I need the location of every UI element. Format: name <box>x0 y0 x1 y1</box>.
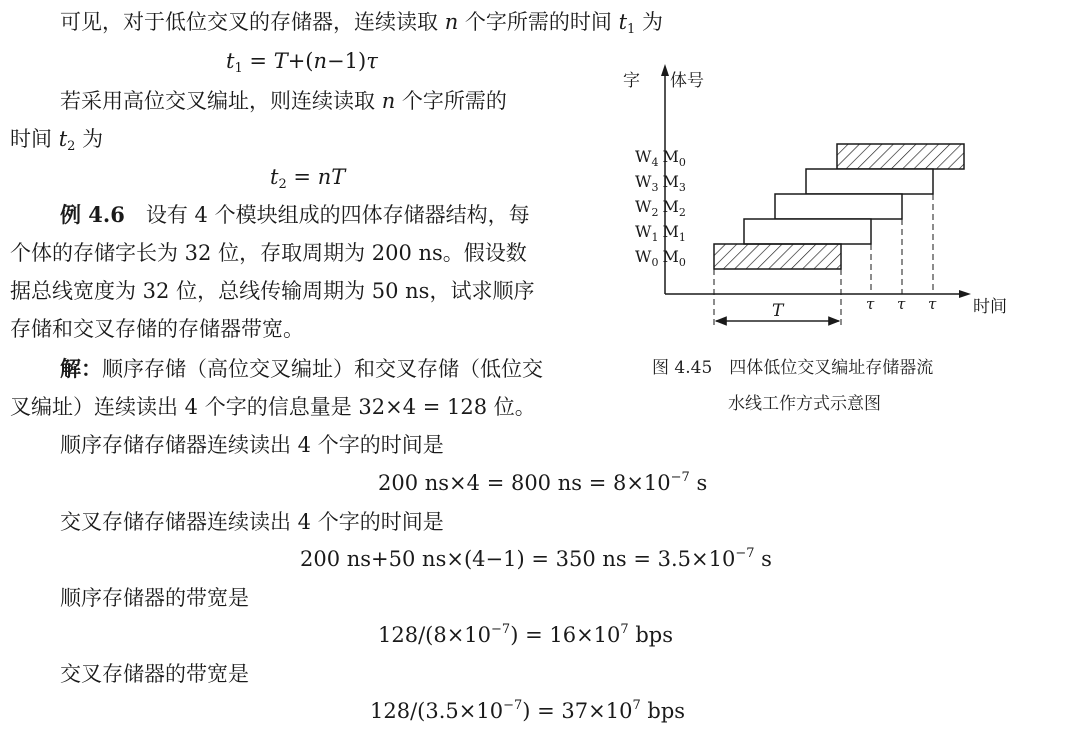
subscript: 2 <box>67 139 76 154</box>
bar-w4-m0 <box>837 144 964 169</box>
solution-line6: 交叉存储器的带宽是 <box>60 662 249 686</box>
y-axis-label-module: 体号 <box>670 71 704 91</box>
subscript: 1 <box>627 22 636 37</box>
row-labels <box>635 147 686 269</box>
tau-label-1: τ <box>866 295 875 313</box>
equation-sequential-time <box>378 469 707 497</box>
bar-w3-m3 <box>806 169 933 194</box>
example-line1 <box>60 201 530 229</box>
variable-n: n <box>444 10 459 34</box>
example-line4: 存储和交叉存储的存储器带宽。 <box>10 317 304 341</box>
example-line3: 据总线宽度为 32 位，总线传输周期为 50 ns，试求顺序 <box>10 279 535 303</box>
variable-t: t <box>618 10 628 34</box>
text-run: ) = 16×10 <box>510 623 621 647</box>
example-line2: 个体的存储字长为 32 位，存取周期为 200 ns。假设数 <box>10 241 527 265</box>
text-run: 若采用高位交叉编址，则连续读取 <box>60 89 382 113</box>
text-run: −1) <box>327 49 367 73</box>
row-label-w0: $W_0$ $M_0$ <box>635 247 686 269</box>
exponent: 7 <box>620 622 629 637</box>
text-run: 时间 <box>10 127 59 151</box>
text-run: bps <box>628 623 674 647</box>
paragraph-high-interleave-line1 <box>60 87 507 115</box>
exponent: −7 <box>491 622 511 637</box>
text-run: 200 ns×4 = 800 ns = 8×10 <box>378 471 671 495</box>
variable-n: n <box>313 49 328 73</box>
variable-T: T <box>273 49 288 73</box>
exponent: 7 <box>632 698 641 713</box>
exponent: −7 <box>735 546 755 561</box>
equation-interleaved-time <box>300 545 772 573</box>
y-axis-label-word: 字 <box>623 71 640 91</box>
variable-tau: τ <box>366 49 378 73</box>
text-run: 为 <box>75 127 104 151</box>
row-label-w3: $W_3$ $M_3$ <box>635 172 686 194</box>
exponent: −7 <box>503 698 523 713</box>
text-run: 个字所需的 <box>395 89 507 113</box>
text-run: 可见，对于低位交叉的存储器，连续读取 <box>60 10 445 34</box>
text-run: bps <box>640 699 686 723</box>
text-run: 设有 4 个模块组成的四体存储器结构，每 <box>145 203 530 227</box>
paragraph-low-interleave <box>60 8 663 36</box>
eq-lhs: t <box>270 165 279 189</box>
equation-t1 <box>226 47 378 75</box>
text-run: 为 <box>635 10 663 34</box>
row-label-w4: $W_4$ $M_0$ <box>635 147 686 169</box>
y-axis-arrow-icon <box>661 64 669 76</box>
x-axis-arrow-icon <box>959 290 971 298</box>
text-run: s <box>689 471 708 495</box>
text-run: +( <box>287 49 314 73</box>
text-run: 128/(8×10 <box>378 623 492 647</box>
eq-rhs: nT <box>317 165 346 189</box>
text-run: 200 ns+50 ns×(4−1) = 350 ns = 3.5×10 <box>300 547 736 571</box>
tau-label-2: τ <box>897 295 906 313</box>
eq-lhs: t <box>226 49 235 73</box>
text-run: 个字所需的时间 <box>458 10 619 34</box>
equation-sequential-bandwidth <box>378 621 673 649</box>
solution-line3: 顺序存储存储器连续读出 4 个字的时间是 <box>60 433 444 457</box>
tau-label-3: τ <box>928 295 937 313</box>
example-label: 例 4.6 <box>60 202 125 227</box>
figure-caption-line1: 图 4.45 四体低位交叉编址存储器流 <box>652 358 934 378</box>
solution-line5: 顺序存储器的带宽是 <box>60 586 249 610</box>
solution-line2: 叉编址）连续读出 4 个字的信息量是 32×4 = 128 位。 <box>10 395 536 419</box>
subscript: 2 <box>278 177 287 192</box>
solution-line1 <box>60 355 543 383</box>
period-label: T <box>772 301 784 321</box>
bar-w1-m1 <box>744 219 871 244</box>
row-label-w2: $W_2$ $M_2$ <box>635 197 686 219</box>
paragraph-high-interleave-line2 <box>10 125 103 153</box>
equation-interleaved-bandwidth <box>370 697 685 725</box>
bar-w0-m0 <box>714 244 841 269</box>
text-run: 128/(3.5×10 <box>370 699 504 723</box>
equation-t2 <box>270 163 345 191</box>
text-run: 顺序存储（高位交叉编址）和交叉存储（低位交 <box>102 357 543 381</box>
solution-line4: 交叉存储存储器连续读出 4 个字的时间是 <box>60 510 444 534</box>
variable-t: t <box>58 127 68 151</box>
subscript: 1 <box>234 61 243 76</box>
bar-w2-m2 <box>775 194 902 219</box>
pipeline-timing-diagram <box>615 60 1045 335</box>
figure-caption-line2: 水线工作方式示意图 <box>728 394 881 414</box>
eq-sign: = <box>286 165 318 189</box>
x-axis-label: 时间 <box>973 297 1007 317</box>
text-run: s <box>754 547 772 571</box>
exponent: −7 <box>670 470 690 485</box>
eq-sign: = <box>242 49 274 73</box>
text-run: ) = 37×10 <box>522 699 633 723</box>
variable-n: n <box>381 89 396 113</box>
row-label-w1: $W_1$ $M_1$ <box>635 222 686 244</box>
solution-label: 解： <box>60 356 102 381</box>
